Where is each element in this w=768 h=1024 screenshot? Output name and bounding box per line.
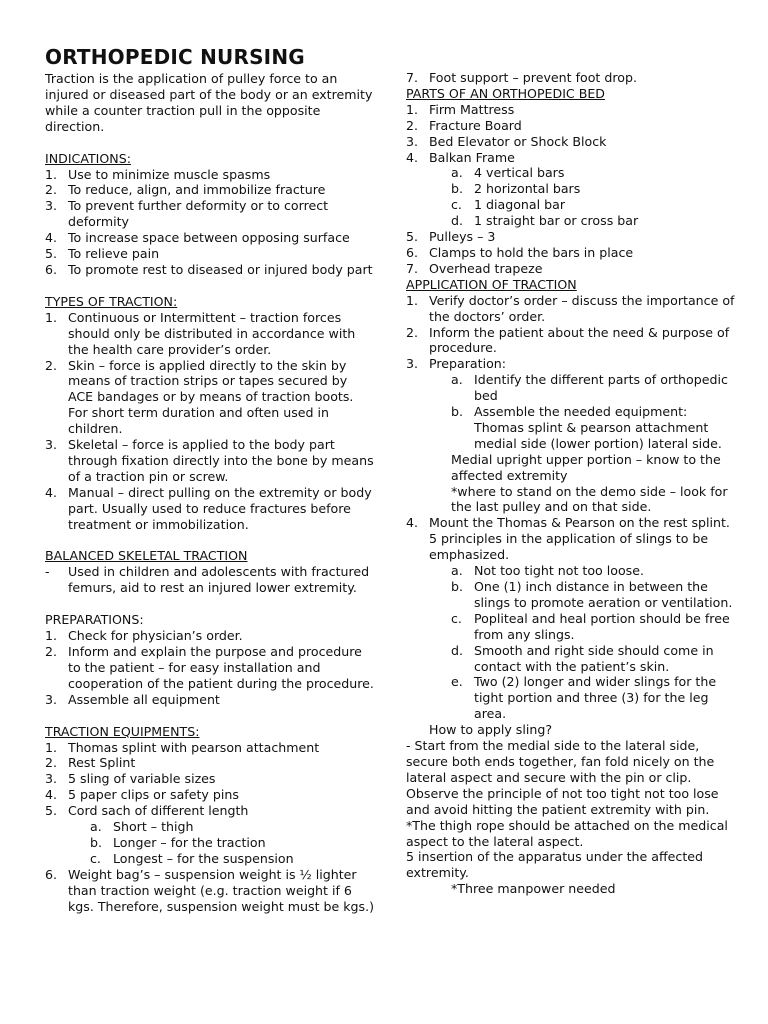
list-item: 3. 5 sling of variable sizes bbox=[45, 771, 216, 787]
list-item: 2. To reduce, align, and immobilize fracture bbox=[45, 182, 326, 198]
sub-list-item: c. Longest – for the suspension bbox=[90, 850, 294, 866]
sub-list-item: e. Two (2) longer and wider slings for the tight portion and three (3) for the leg area. bbox=[451, 674, 717, 722]
balanced-heading: BALANCED SKELETAL TRACTION bbox=[45, 548, 248, 564]
principles-note: 5 principles in the application of slings to be emphasized. bbox=[429, 531, 709, 563]
list-item: 6. Clamps to hold the bars in place bbox=[406, 244, 634, 260]
equipments-heading: TRACTION EQUIPMENTS: bbox=[45, 723, 200, 739]
sub-list-item: d. Smooth and right side should come in contact with the patient’s skin. bbox=[451, 642, 714, 674]
sub-list-item: a. Identify the different parts of orthopedic bed bbox=[451, 372, 728, 404]
list-item: 4. 5 paper clips or safety pins bbox=[45, 787, 239, 803]
manpower-note: *Three manpower needed bbox=[451, 881, 616, 897]
medial-note: Medial upright upper portion – know to the affected extremity bbox=[451, 451, 721, 483]
list-item: 3. Assemble all equipment bbox=[45, 691, 220, 707]
sub-list-item: b. Assemble the needed equipment: Thomas splint & pearson attachment medial side (lower portion) lateral side. bbox=[451, 404, 722, 451]
list-item: 7. Foot support – prevent foot drop. bbox=[406, 70, 637, 85]
list-item: 3. Skeletal – force is applied to the body part through fixation directly into the bone by means of a traction pin or screw. bbox=[45, 437, 374, 484]
list-item: 2. Inform and explain the purpose and procedure to the patient – for easy installation and cooperation of the patient during the procedure. bbox=[45, 644, 374, 691]
sub-list-item: c. Popliteal and heal portion should be free from any slings. bbox=[451, 610, 730, 642]
application-heading: APPLICATION OF TRACTION bbox=[406, 276, 577, 292]
right-column bbox=[406, 70, 736, 897]
list-item: 2. Skin – force is applied directly to the skin by means of traction strips or tapes secured by ACE bandages or by means of traction boots. For short term duration and often used in children. bbox=[45, 357, 354, 437]
sub-list-item: a. Not too tight not too loose. bbox=[451, 563, 644, 579]
how-apply-sling: How to apply sling? bbox=[429, 722, 553, 738]
where-note: *where to stand on the demo side – look for the last pulley and on that side. bbox=[451, 483, 728, 515]
list-item: 1. Check for physician’s order. bbox=[45, 628, 243, 644]
insertion-note: 5 insertion of the apparatus under the affected extremity. bbox=[406, 849, 704, 881]
list-item: 5. Cord sach of different length bbox=[45, 803, 249, 819]
list-item: 1. Continuous or Intermittent – traction forces should only be distributed in accordance with the health care provider’s order. bbox=[45, 309, 356, 357]
sub-list-item: c. 1 diagonal bar bbox=[451, 197, 566, 213]
list-item: 5. To relieve pain bbox=[45, 246, 160, 262]
list-item: - Used in children and adolescents with fractured femurs, aid to rest an injured lower extremity. bbox=[45, 564, 370, 596]
list-item: 1. Thomas splint with pearson attachment bbox=[45, 739, 320, 755]
list-item: 4. Balkan Frame bbox=[406, 149, 515, 165]
indications-heading: INDICATIONS: bbox=[45, 150, 131, 166]
types-heading: TYPES OF TRACTION: bbox=[45, 293, 178, 309]
list-item: 2. Inform the patient about the need & purpose of procedure. bbox=[406, 324, 730, 356]
bed-parts-heading: PARTS OF AN ORTHOPEDIC BED bbox=[406, 85, 606, 101]
sub-list-item: b. 2 horizontal bars bbox=[451, 181, 581, 197]
list-item: 1. Use to minimize muscle spasms bbox=[45, 166, 271, 182]
list-item: 3. Bed Elevator or Shock Block bbox=[406, 133, 607, 149]
list-item: 3. Preparation: bbox=[406, 356, 506, 372]
sub-list-item: a. Short – thigh bbox=[90, 819, 194, 835]
list-item: 5. Pulleys – 3 bbox=[406, 229, 496, 245]
list-item: 4. Manual – direct pulling on the extremity or body part. Usually used to reduce fractures before treatment or immobilization. bbox=[45, 484, 372, 532]
sub-list-item: b. One (1) inch distance in between the slings to promote aeration or ventilation. bbox=[451, 579, 733, 610]
list-item: 2. Fracture Board bbox=[406, 117, 522, 133]
left-column bbox=[45, 46, 375, 915]
thigh-rope-note: *The thigh rope should be attached on the medical aspect to the lateral aspect. bbox=[406, 817, 728, 849]
list-item: 1. Verify doctor’s order – discuss the importance of the doctors’ order. bbox=[406, 292, 735, 324]
list-item: 1. Firm Mattress bbox=[406, 101, 515, 117]
sub-list-item: d. 1 straight bar or cross bar bbox=[451, 213, 639, 229]
list-item: 3. To prevent further deformity or to correct deformity bbox=[45, 198, 329, 230]
list-item: 7. Overhead trapeze bbox=[406, 260, 543, 276]
list-item: 2. Rest Splint bbox=[45, 755, 136, 771]
start-instructions: - Start from the medial side to the lateral side, secure both ends together, fan fold nicely on the lateral aspect and secure with the pin or clip. Observe the principle of not too tight not too lose and avoid hitting the patient extremity with pin. bbox=[406, 738, 719, 817]
intro-paragraph: Traction is the application of pulley force to an injured or diseased part of the body or an extremity while a counter traction pull in the opposite direction. bbox=[45, 71, 373, 134]
list-item: 6. Weight bag’s – suspension weight is ½ lighter than traction weight (e.g. traction weight if 6 kgs. Therefore, suspension weight must be kgs.) bbox=[45, 866, 375, 914]
sub-list-item: b. Longer – for the traction bbox=[90, 834, 266, 850]
list-item: 4. Mount the Thomas & Pearson on the rest splint. bbox=[406, 515, 730, 531]
preparations-heading: PREPARATIONS: bbox=[45, 612, 144, 628]
list-item: 4. To increase space between opposing surface bbox=[45, 230, 350, 246]
sub-list-item: a. 4 vertical bars bbox=[451, 165, 565, 181]
page-title: ORTHOPEDIC NURSING bbox=[45, 45, 305, 69]
list-item: 6. To promote rest to diseased or injured body part bbox=[45, 261, 373, 277]
